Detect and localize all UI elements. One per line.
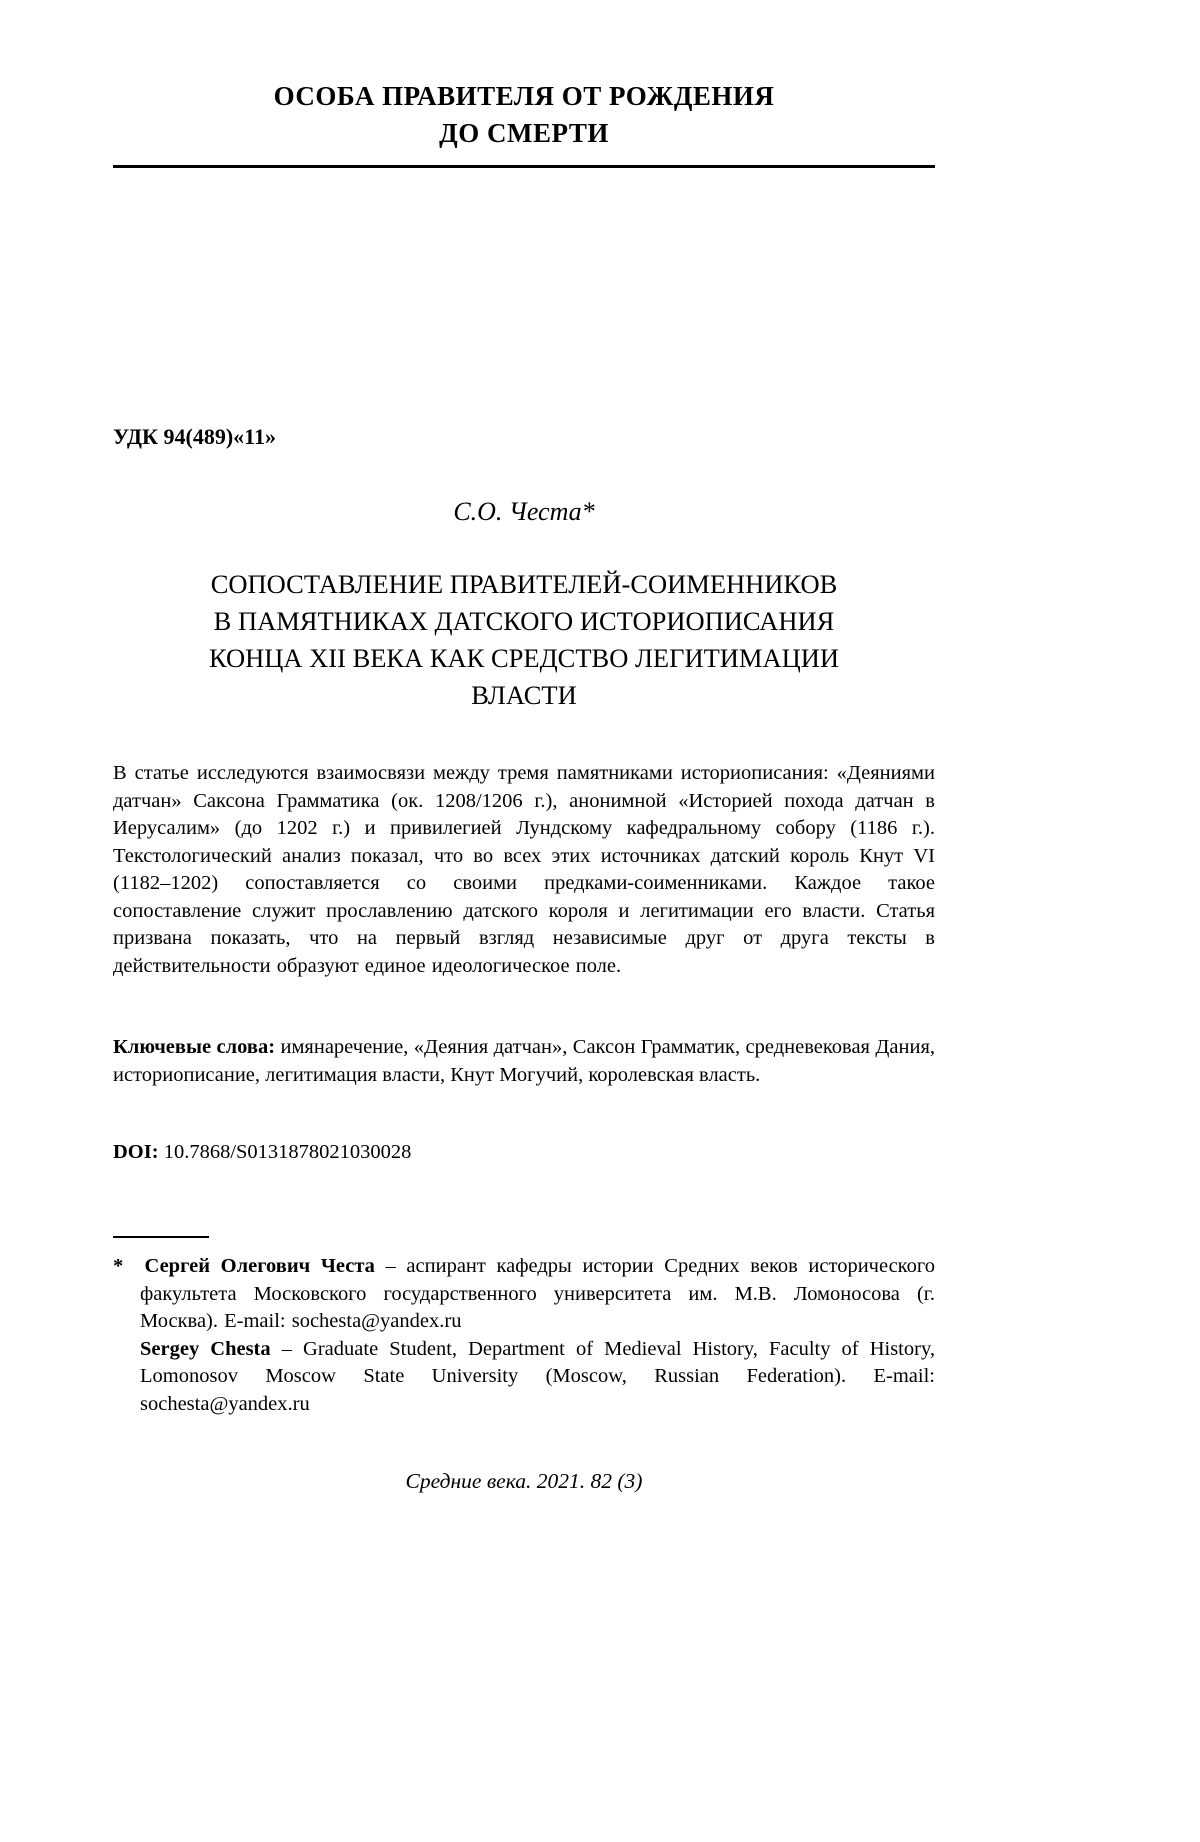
journal-footer: Средние века. 2021. 82 (3) — [405, 1469, 643, 1493]
article-title-line1: СОПОСТАВЛЕНИЕ ПРАВИТЕЛЕЙ-СОИМЕННИКОВ — [210, 569, 838, 599]
footnote-divider — [113, 1236, 209, 1238]
header-divider — [113, 165, 935, 168]
article-title — [113, 566, 935, 714]
keywords-label: Ключевые слова: — [113, 1036, 276, 1058]
udc-label: УДК 94(489)«11» — [113, 424, 276, 449]
keywords-text: имянаречение, «Деяния датчан», Саксон Грамматик, средневековая Дания, историописание, легитимация власти, Кнут Могучий, королевская власть. — [113, 1036, 935, 1086]
footnote-en — [113, 1336, 935, 1419]
footnote-text-ru: – аспирант кафедры истории Средних веков исторического факультета Московского государственного университета им. М.В. Ломоносова (г. Москва). E-mail: sochesta@yandex.ru — [140, 1255, 935, 1332]
article-title-line4: ВЛАСТИ — [471, 680, 577, 710]
section-running-head — [113, 0, 935, 152]
footnote-text-en: – Graduate Student, Department of Medieval History, Faculty of History, Lomonosov Moscow State University (Moscow, Russian Federation). E-mail: sochesta@yandex.ru — [140, 1337, 935, 1415]
page-content — [113, 0, 935, 1494]
section-running-head-line1: ОСОБА ПРАВИТЕЛЯ ОТ РОЖДЕНИЯ — [273, 81, 775, 111]
footnote-block — [113, 1253, 935, 1418]
footnote-author-ru: Сергей Олегович Честа — [144, 1255, 375, 1277]
keywords-paragraph — [113, 1034, 935, 1089]
article-title-line3: КОНЦА XII ВЕКА КАК СРЕДСТВО ЛЕГИТИМАЦИИ — [208, 643, 840, 673]
footnote-marker: * — [113, 1255, 124, 1277]
author-line: С.О. Честа* — [453, 497, 595, 526]
article-title-line2: В ПАМЯТНИКАХ ДАТСКОГО ИСТОРИОПИСАНИЯ — [213, 606, 835, 636]
abstract-paragraph: В статье исследуются взаимосвязи между тремя памятниками историописания: «Деяниями датчан» Саксона Грамматика (ок. 1208/1206 г.), анонимной «Историей похода датчан в Иерусалим» (до 1202 г.) и привилегией Лундскому кафедральному собору (1186 г.). Текстологический анализ показал, что во всех этих источниках датский король Кнут VI (1182–1202) сопоставляется со своими предками-соименниками. Каждое такое сопоставление служит прославлению датского короля и легитимации его власти. Статья призвана показать, что на первый взгляд независимые друг от друга тексты в действительности образуют единое идеологическое поле. — [113, 762, 935, 977]
doi-label: DOI: — [113, 1141, 159, 1163]
doi-line — [113, 1139, 935, 1166]
doi-value: 10.7868/S0131878021030028 — [158, 1141, 412, 1163]
footnote-ru — [113, 1253, 935, 1336]
section-running-head-line2: ДО СМЕРТИ — [439, 118, 609, 148]
footnote-author-en: Sergey Chesta — [140, 1337, 271, 1360]
